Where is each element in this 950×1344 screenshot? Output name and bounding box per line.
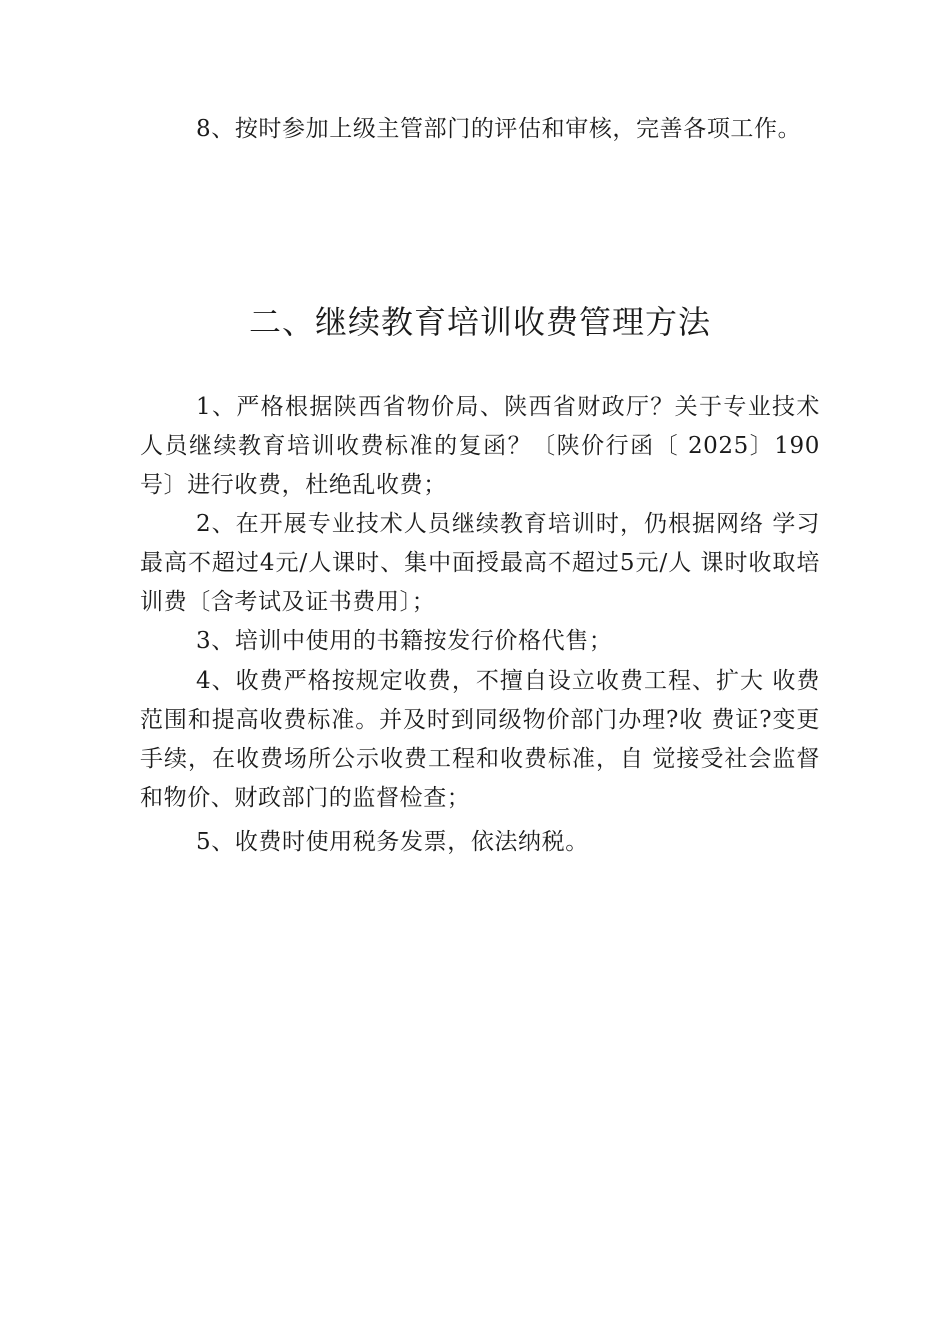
paragraph-item-2: 2、在开展专业技术人员继续教育培训时，仍根据网络 学习最高不超过4元/人课时、集中面授最高不超过5元/人 课时收取培训费〔含考试及证书费用〕； bbox=[140, 511, 820, 615]
section-title: 二、继续教育培训收费管理方法 bbox=[248, 303, 711, 341]
paragraph-item-3: 3、培训中使用的书籍按发行价格代售； bbox=[196, 628, 613, 654]
paragraph-item-4: 4、收费严格按规定收费，不擅自设立收费工程、扩大 收费范围和提高收费标准。并及时到同级物价部门办理?收 费证?变更手续，在收费场所公示收费工程和收费标准，自 觉接受社会监督和物价、财政部门的监督检查； bbox=[140, 668, 820, 811]
paragraph-item-1: 1、严格根据陕西省物价局、陕西省财政厅？关于专业技术人员继续教育培训收费标准的复函？〔陕价行函〔 2025〕190号〕进行收费，杜绝乱收费； bbox=[140, 394, 820, 498]
paragraph-item-5: 5、收费时使用税务发票，依法纳税。 bbox=[196, 829, 589, 855]
paragraph-item-8: 8、按时参加上级主管部门的评估和审核，完善各项工作。 bbox=[196, 116, 802, 142]
